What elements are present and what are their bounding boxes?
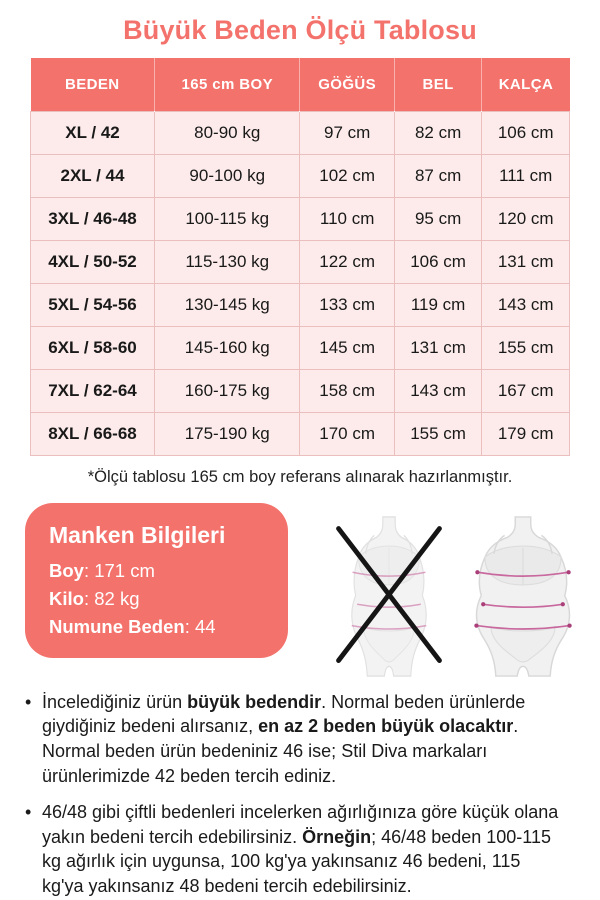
model-info-line: Kilo: 82 kg <box>49 587 140 609</box>
measurement-cell: 100-115 kg <box>154 197 300 240</box>
table-row <box>31 240 570 283</box>
notes-list <box>24 690 566 900</box>
measurement-cell: 115-130 kg <box>154 240 300 283</box>
table-row <box>31 154 570 197</box>
header-bel: BEL <box>394 58 482 111</box>
header-gogus: GÖĞÜS <box>300 58 394 111</box>
table-row <box>31 197 570 240</box>
crossed-out-slim-body-icon <box>328 515 450 678</box>
size-table <box>30 58 570 456</box>
measurement-cell: 160-175 kg <box>154 369 300 412</box>
measurement-cell: 102 cm <box>300 154 394 197</box>
measurement-cell: 131 cm <box>394 326 482 369</box>
model-info-line: Numune Beden: 44 <box>49 615 216 637</box>
measurement-cell: 80-90 kg <box>154 111 300 154</box>
model-info-section <box>25 503 586 678</box>
size-cell: 5XL / 54-56 <box>31 283 155 326</box>
measurement-cell: 155 cm <box>394 412 482 455</box>
measurement-cell: 130-145 kg <box>154 283 300 326</box>
measurement-cell: 87 cm <box>394 154 482 197</box>
measurement-cell: 90-100 kg <box>154 154 300 197</box>
size-cell: 4XL / 50-52 <box>31 240 155 283</box>
table-row <box>31 111 570 154</box>
measurement-cell: 110 cm <box>300 197 394 240</box>
table-footnote: *Ölçü tablosu 165 cm boy referans alınarak hazırlanmıştır. <box>87 467 513 486</box>
measurement-cell: 158 cm <box>300 369 394 412</box>
measurement-cell: 133 cm <box>300 283 394 326</box>
measurement-cell: 95 cm <box>394 197 482 240</box>
size-cell: 6XL / 58-60 <box>31 326 155 369</box>
measurement-cell: 120 cm <box>482 197 570 240</box>
header-kalca: KALÇA <box>482 58 570 111</box>
model-info-card <box>25 503 288 658</box>
size-cell: XL / 42 <box>31 111 155 154</box>
size-cell: 8XL / 66-68 <box>31 412 155 455</box>
table-row <box>31 369 570 412</box>
table-row <box>31 326 570 369</box>
plus-size-measured-body-icon <box>460 515 586 678</box>
header-beden: BEDEN <box>31 58 155 111</box>
measurement-cell: 143 cm <box>394 369 482 412</box>
measurement-cell: 106 cm <box>394 240 482 283</box>
measurement-cell: 131 cm <box>482 240 570 283</box>
table-row <box>31 283 570 326</box>
size-cell: 3XL / 46-48 <box>31 197 155 240</box>
measurement-cell: 119 cm <box>394 283 482 326</box>
body-figures <box>288 503 586 678</box>
header-boy: 165 cm BOY <box>154 58 300 111</box>
size-table-head <box>31 58 570 111</box>
header-row <box>31 58 570 111</box>
model-info-title: Manken Bilgileri <box>49 521 226 548</box>
note-item: • İncelediğiniz ürün büyük bedendir. Normal beden ürünlerde giydiğiniz bedeni alırsanız, en az 2 beden büyük olacaktır. Normal beden ürün bedeniniz 46 ise; Stil Diva markaları ürünlerimizde 42 beden tercih ediniz. <box>24 690 566 789</box>
table-row <box>31 412 570 455</box>
note-item: • 46/48 gibi çiftli bedenleri incelerken ağırlığınıza göre küçük olana yakın bedeni tercih edebilirsiniz. Örneğin; 46/48 beden 100-115 kg ağırlık için uygunsa, 100 kg'ya yakınsanız 46 bedeni, 115 kg'ya yakınsanız 48 bedeni tercih edebilirsiniz. <box>24 800 566 899</box>
measurement-cell: 170 cm <box>300 412 394 455</box>
measurement-cell: 145-160 kg <box>154 326 300 369</box>
measurement-cell: 111 cm <box>482 154 570 197</box>
measurement-cell: 122 cm <box>300 240 394 283</box>
measurement-cell: 82 cm <box>394 111 482 154</box>
measurement-cell: 179 cm <box>482 412 570 455</box>
size-cell: 2XL / 44 <box>31 154 155 197</box>
measurement-cell: 167 cm <box>482 369 570 412</box>
measurement-cell: 175-190 kg <box>154 412 300 455</box>
size-table-body <box>31 111 570 455</box>
model-info-line: Boy: 171 cm <box>49 559 155 581</box>
measurement-cell: 106 cm <box>482 111 570 154</box>
measurement-cell: 155 cm <box>482 326 570 369</box>
size-cell: 7XL / 62-64 <box>31 369 155 412</box>
measurement-cell: 145 cm <box>300 326 394 369</box>
measurement-cell: 143 cm <box>482 283 570 326</box>
measurement-cell: 97 cm <box>300 111 394 154</box>
model-info-lines <box>49 560 266 638</box>
page-title: Büyük Beden Ölçü Tablosu <box>123 15 477 45</box>
